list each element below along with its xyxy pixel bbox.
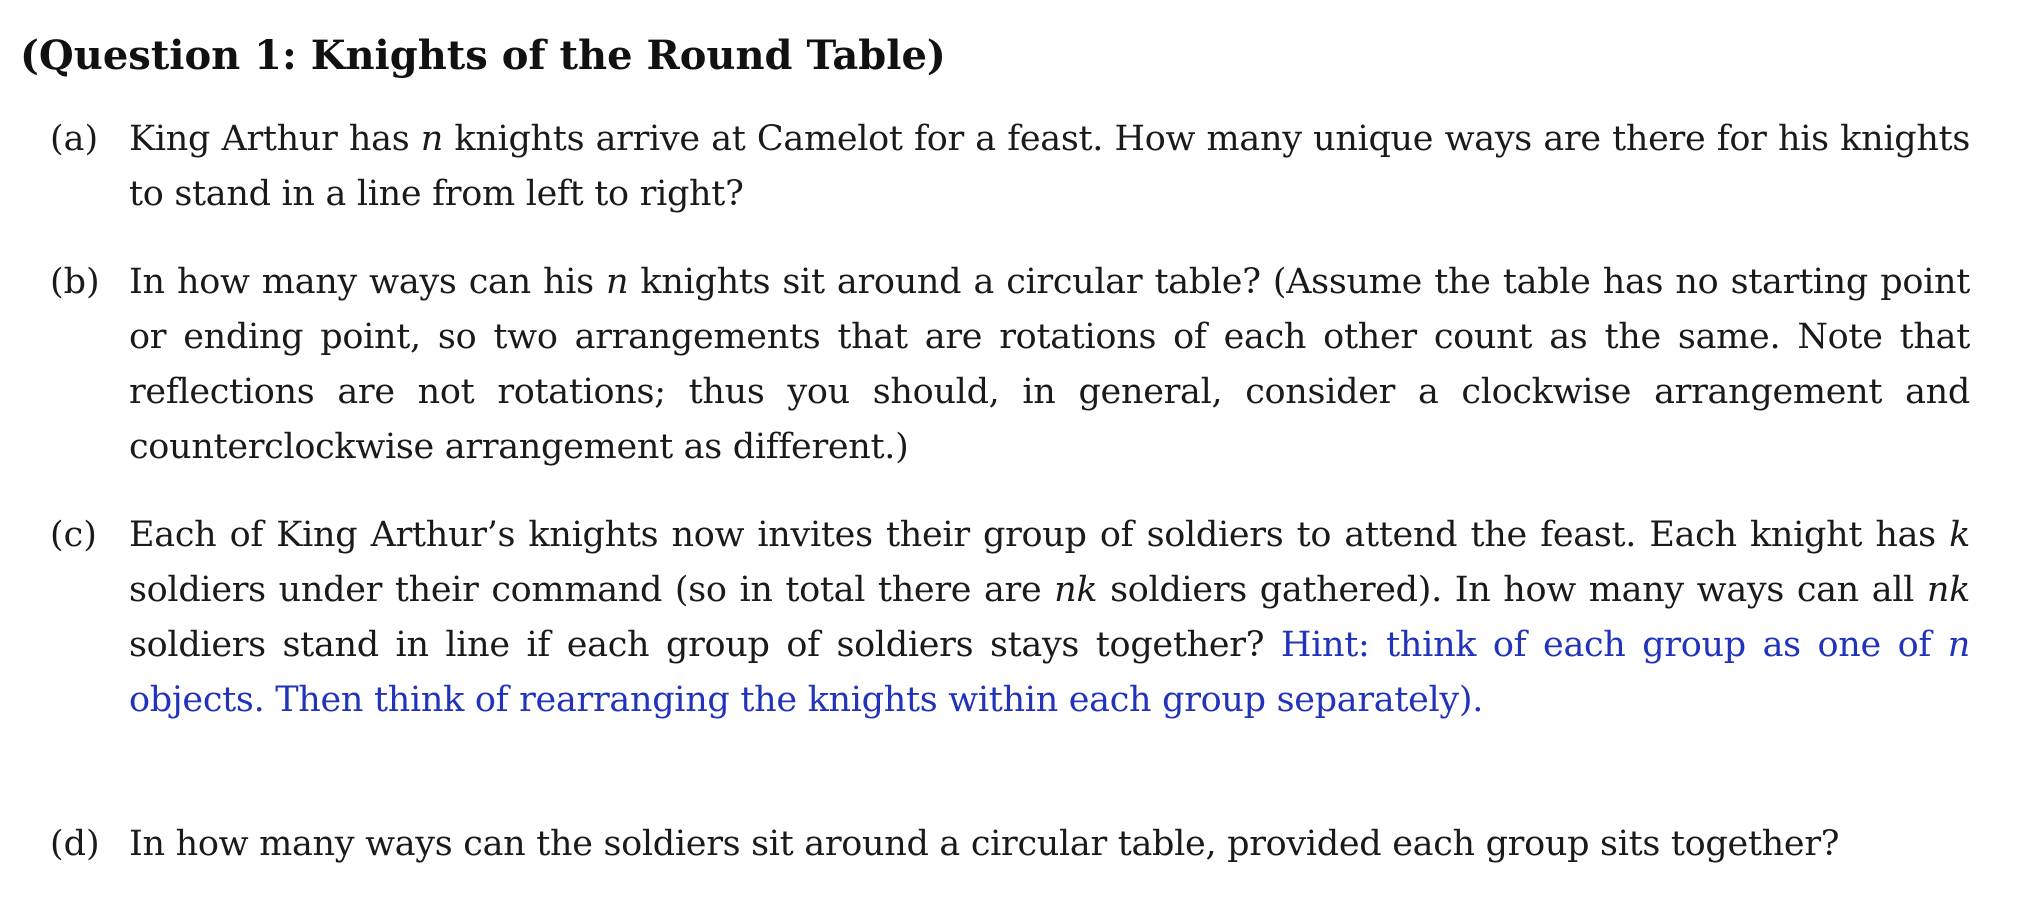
math-variable: nk [1054,570,1098,610]
subquestion-label: (d) [50,824,100,864]
subquestion-text [129,255,1970,475]
text-segment: Each of King Arthur’s knights now invites their group of soldiers to attend the feast. Each knight has [129,515,1950,555]
math-variable: k [1949,515,1970,555]
text-segment: soldiers gathered). In how many ways can all [1097,570,1927,610]
math-variable: n [1947,625,1971,665]
text-segment: soldiers stand in line if each group of soldiers stays together? [129,625,1281,665]
text-segment: knights sit around a circular table? (Assume the table has no starting point or ending point, so two arrangements that are rotations of each other count as the same. Note that reflections are not rotations; thus you should, in general, consider a clockwise arrangement and counterclockwise arrangement as different.) [129,262,1970,467]
subquestion-label: (b) [50,262,100,302]
subquestion-label: (c) [50,515,97,555]
text-segment: soldiers under their command (so in total there are [129,570,1055,610]
subquestion-text [129,112,1970,222]
subquestion-text [129,508,1970,728]
text-segment: King Arthur has [129,119,421,159]
text-segment: In how many ways can his [129,262,606,302]
math-variable: nk [1926,570,1970,610]
subquestion-text [129,817,1970,872]
text-segment: In how many ways can the soldiers sit around a circular table, provided each group sits together? [129,824,1840,864]
math-variable: n [605,262,629,302]
hint-segment: Hint: think of each group as one of [1280,625,1948,665]
text-segment: knights arrive at Camelot for a feast. How many unique ways are there for his knights to stand in a line from left to right? [129,119,1970,214]
subquestion-label: (a) [50,119,99,159]
question-title: (Question 1: Knights of the Round Table) [20,32,946,79]
math-variable: n [420,119,444,159]
hint-segment: objects. Then think of rearranging the knights within each group separately). [129,680,1484,720]
